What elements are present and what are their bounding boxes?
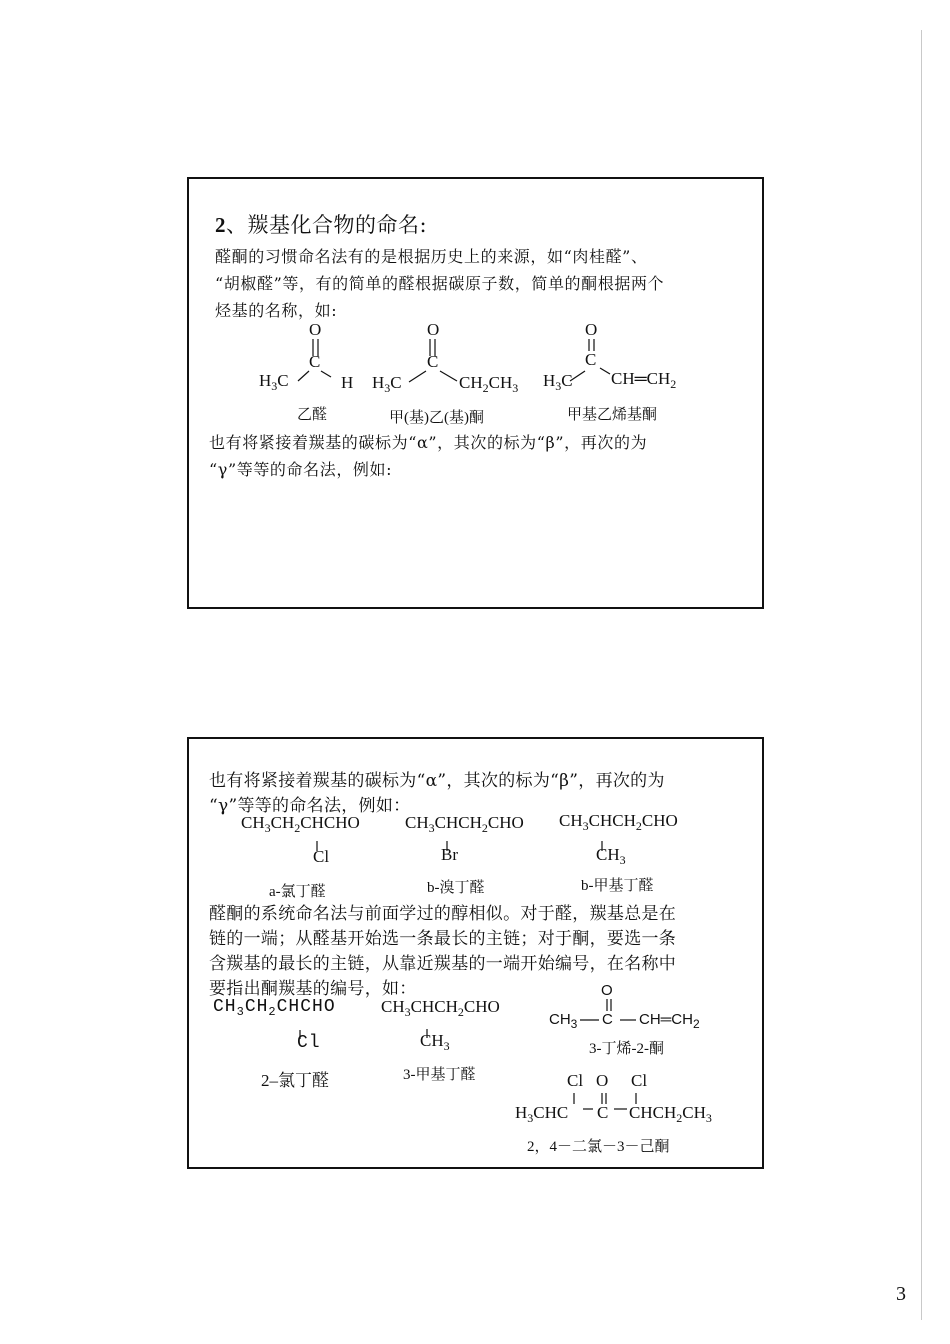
chem-formula: $CH_3CHCH_2CHO$ bbox=[381, 997, 500, 1019]
chem-substituent: $CH_3$ bbox=[596, 845, 626, 867]
chem-group: $H_3C$ bbox=[543, 371, 573, 393]
atom-o: O bbox=[309, 320, 322, 339]
slide-2 bbox=[187, 737, 764, 1169]
paragraph-line: “γ”等等的命名法，例如: bbox=[209, 460, 393, 479]
chem-group: $CH═CH_2$ bbox=[639, 1011, 700, 1031]
title-number: 2 bbox=[215, 213, 226, 237]
compound-label: 2–氯丁醛 bbox=[261, 1071, 329, 1090]
paragraph-line: 醛酮的习惯命名法有的是根据历史上的来源，如“肉桂醛”、 bbox=[215, 247, 648, 266]
paragraph-line: 醛酮的系统命名法与前面学过的醇相似。对于醛，羰基总是在 bbox=[209, 904, 677, 924]
chem-group: $CH_3$ bbox=[549, 1011, 578, 1031]
chem-formula: $CH_3CHCH_2CHO$ bbox=[405, 813, 524, 835]
chem-substituent: $CH_3$ bbox=[420, 1031, 450, 1053]
paragraph-line: 也有将紧接着羰基的碳标为“α”，其次的标为“β”，再次的为 bbox=[209, 433, 648, 452]
page-right-rule bbox=[921, 30, 922, 1320]
chem-substituent: Cl bbox=[313, 847, 330, 866]
chem-substituent: Br bbox=[441, 845, 458, 864]
atom-o: O bbox=[596, 1071, 609, 1090]
paragraph-line: “γ”等等的命名法，例如： bbox=[209, 796, 411, 816]
atom-o: O bbox=[601, 982, 613, 999]
slide-1 bbox=[187, 177, 764, 609]
atom-c: C bbox=[602, 1011, 613, 1028]
compound-label: 2，4－二氯－3－己酮 bbox=[527, 1139, 670, 1155]
slide-1-paragraph-2 bbox=[209, 429, 647, 483]
atom-c: C bbox=[309, 352, 321, 371]
page-number: 3 bbox=[896, 1283, 906, 1305]
compound-label: 甲(基)乙(基)酮 bbox=[389, 410, 484, 426]
chem-formula: $CH_3CH_2CHCHO$ bbox=[241, 813, 360, 835]
compound-label: 3-甲基丁醛 bbox=[403, 1067, 476, 1083]
compound-label: 3-丁烯-2-酮 bbox=[589, 1041, 664, 1057]
atom-o: O bbox=[427, 320, 440, 339]
atom-c: C bbox=[585, 350, 597, 369]
compound-label: 乙醛 bbox=[297, 407, 328, 423]
atom-h: H bbox=[341, 373, 354, 392]
chem-formula: $H_3CHC$ bbox=[515, 1103, 569, 1125]
chem-substituent: Cl bbox=[297, 1033, 321, 1053]
title-text: 、羰基化合物的命名: bbox=[226, 213, 428, 237]
paragraph-line: 要指出酮羰基的编号，如： bbox=[209, 979, 417, 999]
compound-label: a-氯丁醛 bbox=[269, 884, 326, 900]
paragraph-line: “胡椒醛”等，有的简单的醛根据碳原子数，简单的酮根据两个 bbox=[215, 274, 665, 293]
chem-group: $CH_2CH_3$ bbox=[459, 373, 519, 395]
paragraph-line: 链的一端；从醛基开始选一条最长的主链；对于酮，要选一条 bbox=[209, 929, 677, 949]
paragraph-line: 也有将紧接着羰基的碳标为“α”，其次的标为“β”，再次的为 bbox=[209, 771, 665, 791]
paragraph-line: 烃基的名称，如: bbox=[215, 301, 338, 320]
compound-label: 甲基乙烯基酮 bbox=[567, 407, 658, 423]
chem-substituent: Cl bbox=[567, 1071, 584, 1090]
chem-group: $CH═CH_2$ bbox=[611, 369, 677, 391]
atom-c: C bbox=[597, 1103, 609, 1122]
compound-label: b-甲基丁醛 bbox=[581, 878, 654, 894]
atom-o: O bbox=[585, 320, 598, 339]
chem-substituent: Cl bbox=[631, 1071, 648, 1090]
atom-c: C bbox=[427, 352, 439, 371]
chem-formula: $CHCH_2CH_3$ bbox=[629, 1103, 712, 1125]
chem-group: $H_3C$ bbox=[259, 371, 289, 393]
chem-group: $H_3C$ bbox=[372, 373, 402, 395]
paragraph-line: 含羰基的最长的主链，从靠近羰基的一端开始编号，在名称中 bbox=[209, 954, 677, 974]
compound-label: b-溴丁醛 bbox=[427, 880, 485, 896]
chem-formula: $CH_3CHCH_2CHO$ bbox=[559, 811, 678, 833]
chem-formula: $CH_3CH_2CHCHO$ bbox=[213, 997, 336, 1019]
